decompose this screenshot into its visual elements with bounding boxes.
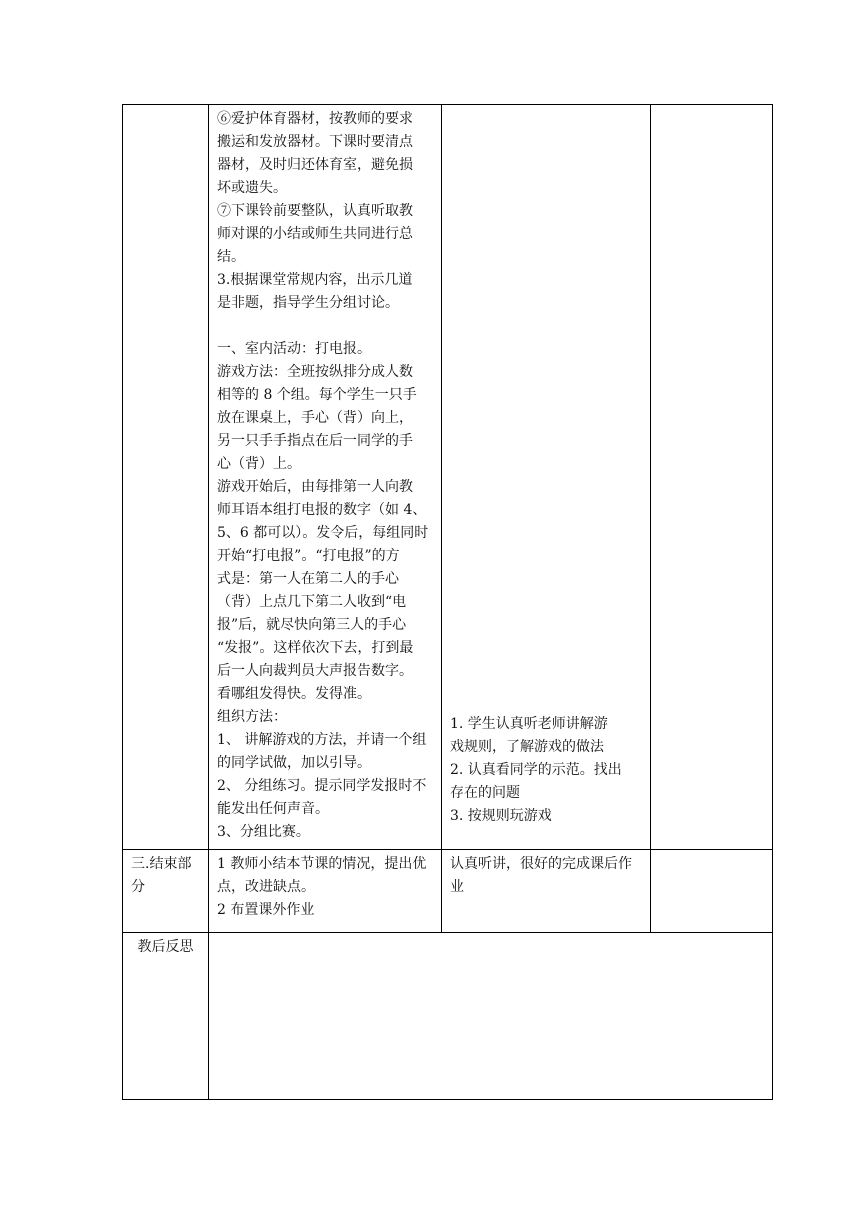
text-line: 1. 学生认真听老师讲解游: [450, 716, 608, 732]
text-line: 认真听讲，很好的完成课后作: [450, 856, 632, 872]
section-label-cell: [123, 850, 209, 933]
text-line: 报”后，就尽快向第三人的手心: [217, 617, 407, 633]
text-line: 3、分组比赛。: [217, 824, 310, 840]
teacher-activity-cell: [209, 105, 442, 850]
ending-label-line: 三.结束部: [131, 856, 192, 872]
text-line: 另一只手手指点在后一同学的手: [217, 433, 413, 449]
text-line: 1、 讲解游戏的方法，并请一个组: [217, 732, 427, 748]
ending-student-text: [450, 853, 642, 899]
student-activity-cell: [442, 850, 651, 933]
section-label-cell: [123, 105, 209, 850]
reflection-content-cell: [209, 933, 773, 1100]
text-line: ⑥爱护体育器材，按教师的要求: [217, 111, 413, 127]
text-line: 后一人向裁判员大声报告数字。: [217, 663, 413, 679]
text-line: 存在的问题: [450, 785, 520, 801]
text-line: 3. 按规则玩游戏: [450, 808, 552, 824]
text-line: “发报”。这样依次下去，打到最: [217, 640, 414, 656]
text-line: 业: [450, 879, 464, 895]
ending-label-line: 分: [131, 879, 145, 895]
student-activity-cell: [442, 105, 651, 850]
text-line: （背）上点几下第二人收到“电: [217, 594, 407, 610]
text-line: 游戏方法：全班按纵排分成人数: [217, 364, 413, 380]
text-line: [217, 315, 433, 338]
text-line: 戏规则，了解游戏的做法: [450, 739, 604, 755]
text-line: 心（背）上。: [217, 456, 301, 472]
text-line: 结。: [217, 249, 245, 265]
table-row-reflection: [123, 933, 773, 1100]
text-line: 1 教师小结本节课的情况，提出优: [217, 856, 427, 872]
text-line: 2 布置课外作业: [217, 902, 315, 918]
teacher-activity-text: [217, 108, 433, 844]
text-line: 师对课的小结或师生共同进行总: [217, 226, 413, 242]
text-line: 2. 认真看同学的示范。找出: [450, 762, 622, 778]
text-line: 5、6 都可以）。发令后，每组同时: [217, 525, 429, 541]
text-line: 坏或遗失。: [217, 180, 287, 196]
text-line: 2、 分组练习。提示同学发报时不: [217, 778, 427, 794]
text-line: ⑦下课铃前要整队，认真听取教: [217, 203, 413, 219]
text-line: 开始“打电报”。“打电报”的方: [217, 548, 400, 564]
text-line: 的同学试做，加以引导。: [217, 755, 371, 771]
text-line: 点，改进缺点。: [217, 879, 315, 895]
ending-teacher-text: [217, 853, 433, 922]
text-line: 3.根据课堂常规内容，出示几道: [217, 272, 413, 288]
table-row-ending: [123, 850, 773, 933]
text-line: 看哪组发得快。发得准。: [217, 686, 371, 702]
text-line: 一、室内活动：打电报。: [217, 341, 371, 357]
text-line: 游戏开始后，由每排第一人向教: [217, 479, 413, 495]
text-line: 是非题，指导学生分组讨论。: [217, 295, 399, 311]
lesson-plan-table: [122, 104, 773, 1100]
reflection-label: 教后反思: [123, 933, 209, 1100]
text-line: 器材，及时归还体育室，避免损: [217, 157, 413, 173]
student-activity-text: [450, 713, 642, 828]
text-line: 组织方法：: [217, 709, 287, 725]
text-line: 放在课桌上，手心（背）向上，: [217, 410, 413, 426]
text-line: 式是：第一人在第二人的手心: [217, 571, 399, 587]
notes-cell: [651, 105, 773, 850]
table-row-game: [123, 105, 773, 850]
text-line: 搬运和发放器材。下课时要清点: [217, 134, 413, 150]
teacher-activity-cell: [209, 850, 442, 933]
text-line: 师耳语本组打电报的数字（如 4、: [217, 502, 427, 518]
notes-cell: [651, 850, 773, 933]
text-line: 能发出任何声音。: [217, 801, 329, 817]
text-line: 相等的 8 个组。每个学生一只手: [217, 387, 417, 403]
